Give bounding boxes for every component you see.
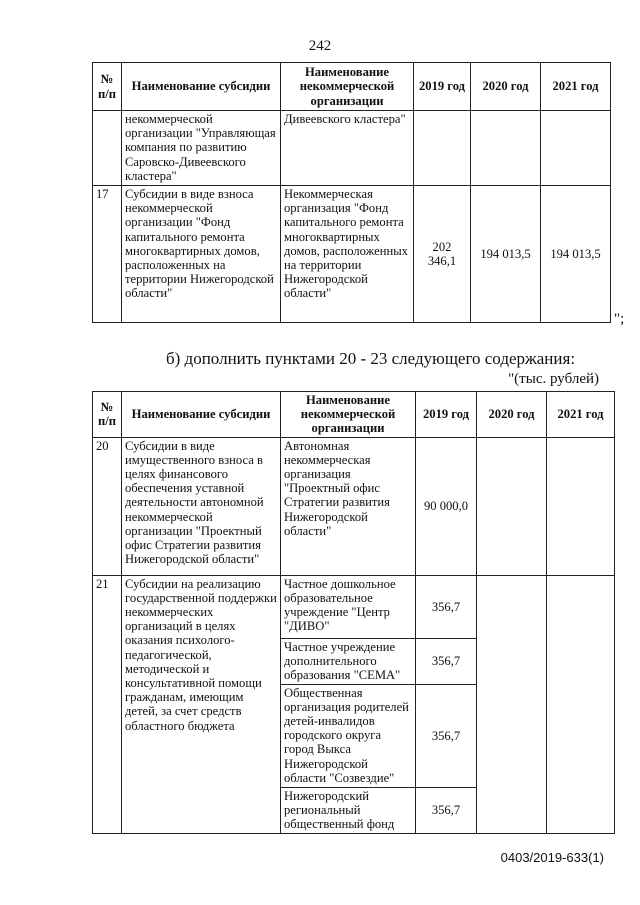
row-num: 21 <box>93 575 122 833</box>
page-number: 242 <box>308 38 332 54</box>
table-row <box>93 575 615 638</box>
row-org: Частное дошкольное образовательное учреждение "Центр "ДИВО" <box>281 575 416 638</box>
row-2021: 194 013,5 <box>541 186 611 323</box>
row-2020: 194 013,5 <box>471 186 541 323</box>
row-org: Некоммерческая организация "Фонд капитального ремонта многоквартирных домов, расположенных на территории Нижегородской области" <box>281 186 414 323</box>
document-code: 0403/2019-633(1) <box>500 850 604 865</box>
row-org: Автономная некоммерческая организация "Проектный офис Стратегии развития Нижегородской области" <box>281 437 416 575</box>
row-2021 <box>547 575 615 833</box>
header-2019: 2019 год <box>414 63 471 111</box>
subsidy-table-added <box>92 391 615 834</box>
row-num <box>93 111 122 186</box>
row-org: Частное учреждение дополнительного образования "СЕМА" <box>281 638 416 684</box>
row-2019: 90 000,0 <box>416 437 477 575</box>
row-2021 <box>547 437 615 575</box>
header-2021: 2021 год <box>547 392 615 438</box>
header-2021: 2021 год <box>541 63 611 111</box>
row-subsidy: Субсидии в виде взноса некоммерческой организации "Фонд капитального ремонта многоквартирных домов, расположенных на территории Нижегородской области" <box>122 186 281 323</box>
table-row <box>93 186 611 323</box>
row-subsidy: некоммерческой организации "Управляющая компания по развитию Саровско-Дивеевского кластера" <box>122 111 281 186</box>
header-org: Наименование некоммерческой организации <box>281 392 416 438</box>
table-row <box>93 437 615 575</box>
unit-note: "(тыс. рублей) <box>508 371 599 387</box>
header-2020: 2020 год <box>477 392 547 438</box>
row-org: Общественная организация родителей детей-инвалидов городского округа город Выкса Нижегородской области "Созвездие" <box>281 684 416 787</box>
row-2019: 356,7 <box>416 575 477 638</box>
row-2019: 356,7 <box>416 684 477 787</box>
closing-quote-mark: "; <box>614 311 625 327</box>
subsidy-table-continued <box>92 62 611 323</box>
row-org: Нижегородский региональный общественный фонд <box>281 787 416 833</box>
row-org: Дивеевского кластера" <box>281 111 414 186</box>
row-2019 <box>414 111 471 186</box>
header-2020: 2020 год <box>471 63 541 111</box>
header-2019: 2019 год <box>416 392 477 438</box>
header-num: № п/п <box>93 63 122 111</box>
row-subsidy: Субсидии в виде имущественного взноса в целях финансового обеспечения уставной деятельности автономной некоммерческой организации "Проектный офис Стратегии развития Нижегородской области" <box>122 437 281 575</box>
row-2019: 202 346,1 <box>414 186 471 323</box>
row-2019: 356,7 <box>416 638 477 684</box>
header-num: № п/п <box>93 392 122 438</box>
row-num: 17 <box>93 186 122 323</box>
table-row <box>93 111 611 186</box>
header-subsidy: Наименование субсидии <box>122 63 281 111</box>
row-2020 <box>477 575 547 833</box>
header-subsidy: Наименование субсидии <box>122 392 281 438</box>
row-num: 20 <box>93 437 122 575</box>
amendment-instruction: б) дополнить пунктами 20 - 23 следующего содержания: <box>166 349 576 368</box>
header-org: Наименование некоммерческой организации <box>281 63 414 111</box>
row-2021 <box>541 111 611 186</box>
row-2020 <box>471 111 541 186</box>
row-2019: 356,7 <box>416 787 477 833</box>
row-subsidy: Субсидии на реализацию государственной поддержки некоммерческих организаций в целях оказания психолого-педагогической, методической и консультативной помощи гражданам, имеющим детей, за счет средств областного бюджета <box>122 575 281 833</box>
row-2020 <box>477 437 547 575</box>
